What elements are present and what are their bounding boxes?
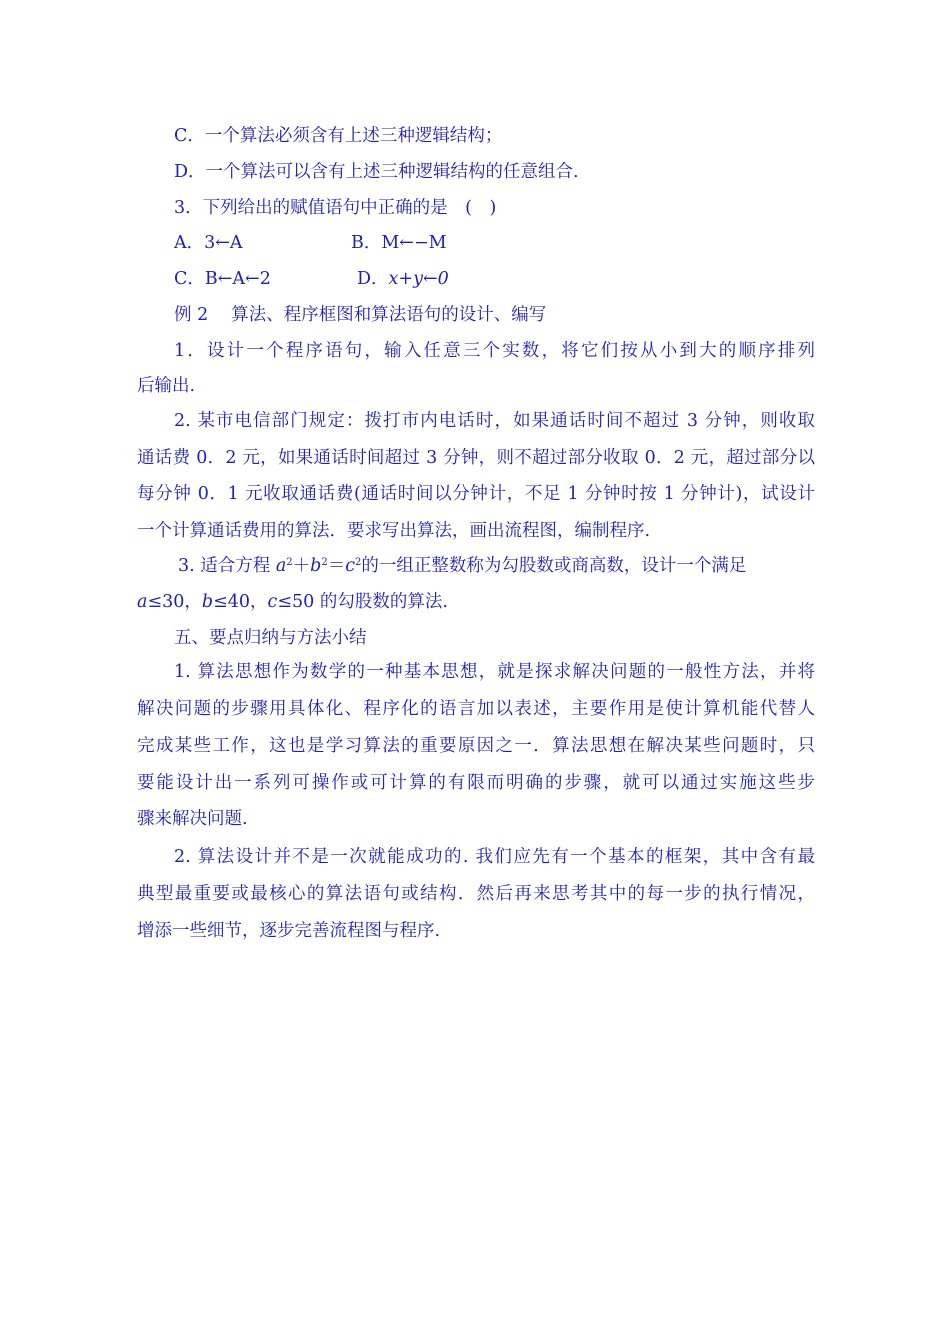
variable-a: a	[137, 592, 148, 612]
example-2-item-2-line-4: 一个计算通话费用的算法．要求写出算法，画出流程图，编制程序.	[137, 521, 651, 541]
example-2-item-2-line-1: 2. 某市电信部门规定：拨打市内电话时，如果通话时间不超过 3 分钟，则收取	[174, 411, 815, 431]
summary-item-1-line-1: 1. 算法思想作为数学的一种基本思想，就是探求解决问题的一般性方法，并将	[174, 662, 815, 682]
exponent-2: 2	[286, 557, 293, 568]
summary-item-1-line-2: 解决问题的步骤用具体化、程序化的语言加以表述，主要作用是使计算机能代替人	[137, 699, 815, 719]
q3-option-d-expression: x+y←0	[388, 269, 449, 289]
option-c: C．一个算法必须含有上述三种逻辑结构；	[174, 126, 503, 146]
option-d: D．一个算法可以含有上述三种逻辑结构的任意组合.	[174, 162, 579, 182]
variable-c: c	[267, 592, 278, 612]
q3-option-a: A．3←A	[174, 233, 243, 253]
exponent-2: 2	[321, 557, 328, 568]
summary-item-1-line-3: 完成某些工作，这也是学习算法的重要原因之一．算法思想在解决某些问题时，只	[137, 736, 815, 756]
summary-item-2-line-3: 增添一些细节，逐步完善流程图与程序.	[137, 921, 441, 941]
summary-item-1-line-4: 要能设计出一系列可操作或可计算的有限而明确的步骤，就可以通过实施这些步	[137, 773, 815, 793]
equation-b: b	[310, 556, 322, 576]
example-2-title: 例 2 算法、程序框图和算法语句的设计、编写	[174, 305, 547, 325]
equation-a: a	[275, 556, 287, 576]
summary-item-2-line-1: 2. 算法设计并不是一次就能成功的. 我们应先有一个基本的框架，其中含有最	[174, 847, 815, 867]
question-3-stem: 3．下列给出的赋值语句中正确的是 ( )	[174, 198, 497, 218]
example-2-item-3-line-1: 3. 适合方程 $a^2+b^2=c^2$的一组正整数称为勾股数或商高数，设计一个满足	[178, 556, 747, 576]
q3-option-c: C．B←A←2	[174, 269, 271, 289]
example-2-item-3-line-2: a≤30，b≤40，c≤50 的勾股数的算法.	[137, 592, 448, 612]
example-2-item-1-line-1: 1．设计一个程序语句，输入任意三个实数，将它们按从小到大的顺序排列	[174, 341, 815, 361]
example-2-item-2-line-2: 通话费 0．2 元，如果通话时间超过 3 分钟，则不超过部分收取 0．2 元，超过部分以	[137, 448, 815, 468]
summary-item-1-line-5: 骤来解决问题.	[137, 809, 248, 829]
section-5-title: 五、要点归纳与方法小结	[174, 628, 367, 648]
summary-item-2-line-2: 典型最重要或最核心的算法语句或结构．然后再来思考其中的每一步的执行情况，	[137, 884, 815, 904]
equation-c: c	[345, 556, 356, 576]
exponent-2: 2	[355, 557, 362, 568]
q3-option-d: D．x+y←0	[357, 269, 449, 289]
variable-b: b	[201, 592, 214, 612]
example-2-item-2-line-3: 每分钟 0．1 元收取通话费(通话时间以分钟计，不足 1 分钟时按 1 分钟计)，试设计	[137, 484, 815, 504]
example-2-item-1-line-2: 后输出.	[137, 376, 196, 396]
q3-option-b: B．M←−M	[351, 233, 447, 253]
